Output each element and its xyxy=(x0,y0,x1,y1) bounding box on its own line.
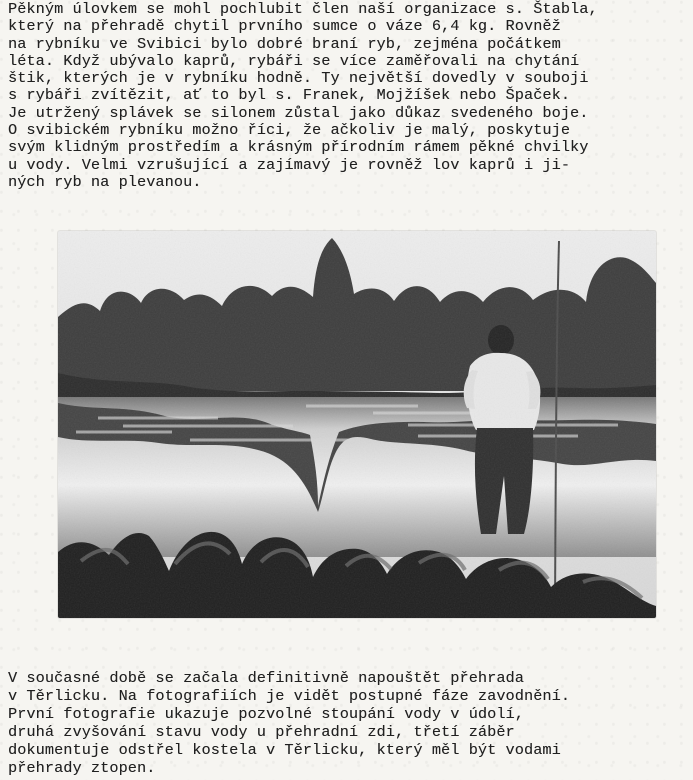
bottom-line: První fotografie ukazuje pozvolné stoupání vody v údolí, xyxy=(8,705,524,723)
top-line: O svibickém rybníku možno říci, že ačkoliv je malý, poskytuje xyxy=(8,121,571,140)
bottom-line: v Těrlicku. Na fotografiích je vidět postupné fáze zavodnění. xyxy=(8,687,571,705)
bottom-line: druhá zvyšování stavu vody u přehradní zdi, třetí záběr xyxy=(8,723,515,741)
bottom-line: přehrady ztopen. xyxy=(8,759,156,777)
top-line: štik, kterých je v rybníku hodně. Ty největší dovedly v souboji xyxy=(8,69,589,88)
bottom-line: dokumentuje odstřel kostela v Těrlicku, který měl být vodami xyxy=(8,741,561,759)
bottom-line: V současné době se začala definitivně napouštět přehrada xyxy=(8,669,524,687)
top-line: Pěkným úlovkem se mohl pochlubit člen naší organizace s. Štabla, xyxy=(8,0,598,18)
top-line: léta. Když ubývalo kaprů, rybáři se více zaměřovali na chytání xyxy=(8,51,580,70)
top-line: ných ryb na plevanou. xyxy=(8,172,202,191)
pond-fisherman-photo xyxy=(58,231,656,618)
top-line: svým klidným prostředím a krásným přírodním rámem pěkné chvilky xyxy=(8,138,589,157)
top-line: s rybáři zvítězit, ať to byl s. Franek, Mojžíšek nebo Špaček. xyxy=(8,86,571,105)
top-line: na rybníku ve Svibici bylo dobré braní ryb, zejména počátkem xyxy=(8,34,561,53)
photo-grain xyxy=(58,231,656,618)
bottom-paragraph xyxy=(8,669,683,777)
pond-scene-illustration xyxy=(58,231,656,618)
top-line: který na přehradě chytil prvního sumce o váze 6,4 kg. Rovněž xyxy=(8,17,561,36)
top-line: u vody. Velmi vzrušující a zajímavý je rovněž lov kaprů i ji- xyxy=(8,155,571,174)
top-paragraph xyxy=(8,1,683,191)
top-line: Je utržený splávek se silonem zůstal jako důkaz svedeného boje. xyxy=(8,103,589,122)
